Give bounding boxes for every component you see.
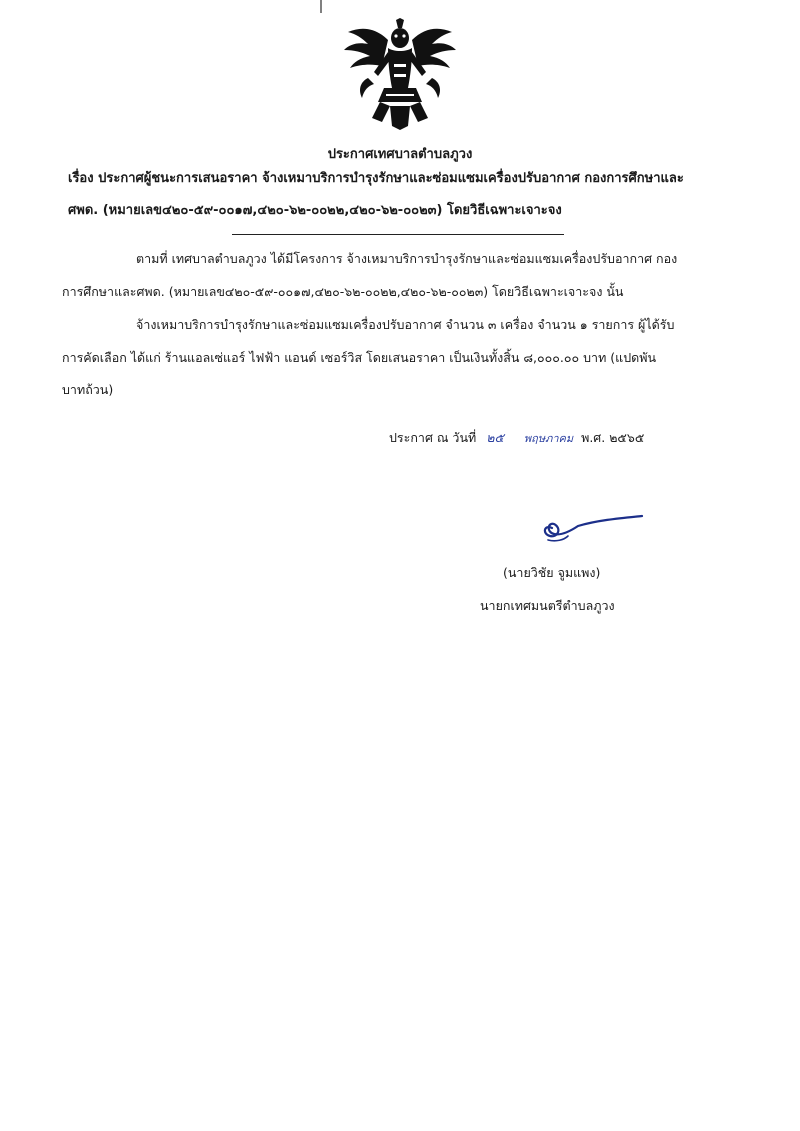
body-line-5: บาทถ้วน) [62,382,114,397]
handwritten-day: ๒๕ [486,430,504,445]
body-line-4: การคัดเลือก ได้แก่ ร้านแอลเซ่แอร์ ไฟฟ้า แอนด์ เซอร์วิส โดยเสนอราคา เป็นเงินทั้งสิ้น ๘,๐๐๐.๐๐ บาท (แปดพัน [62,350,657,365]
signer-name: (นายวิชัย จูมแพง) [503,565,601,580]
separator-line [232,234,564,235]
subject-line-2: ศพด. (หมายเลข๔๒๐-๕๙-๐๐๑๗,๔๒๐-๖๒-๐๐๒๒,๔๒๐-๖๒-๐๐๒๓) โดยวิธีเฉพาะเจาะจง [68,203,562,218]
body-line-1: ตามที่ เทศบาลตำบลภูวง ได้มีโครงการ จ้างเหมาบริการบำรุงรักษาและซ่อมแซมเครื่องปรับอากาศ กอง [136,251,678,266]
date-year: พ.ศ. ๒๕๖๕ [581,430,645,445]
body-line-2: การศึกษาและศพด. (หมายเลข๔๒๐-๕๙-๐๐๑๗,๔๒๐-๖๒-๐๐๒๒,๔๒๐-๖๒-๐๐๒๓) โดยวิธีเฉพาะเจาะจง นั้น [62,284,624,299]
date-prefix: ประกาศ ณ วันที่ [389,430,477,445]
garuda-emblem-icon [338,18,462,130]
handwritten-month: พฤษภาคม [523,432,574,445]
signer-title: นายกเทศมนตรีตำบลภูวง [480,598,615,613]
body-line-3: จ้างเหมาบริการบำรุงรักษาและซ่อมแซมเครื่องปรับอากาศ จำนวน ๓ เครื่อง จำนวน ๑ รายการ ผู้ได้รับ [136,317,675,332]
scan-mark [319,0,323,14]
handwritten-signature [538,510,646,546]
subject-line-1: เรื่อง ประกาศผู้ชนะการเสนอราคา จ้างเหมาบริการบำรุงรักษาและซ่อมแซมเครื่องปรับอากาศ กองการศึกษาและ [68,171,684,186]
announcement-heading: ประกาศเทศบาลตำบลภูวง [327,147,473,162]
subject-block [68,163,758,227]
announcement-date [389,428,644,448]
